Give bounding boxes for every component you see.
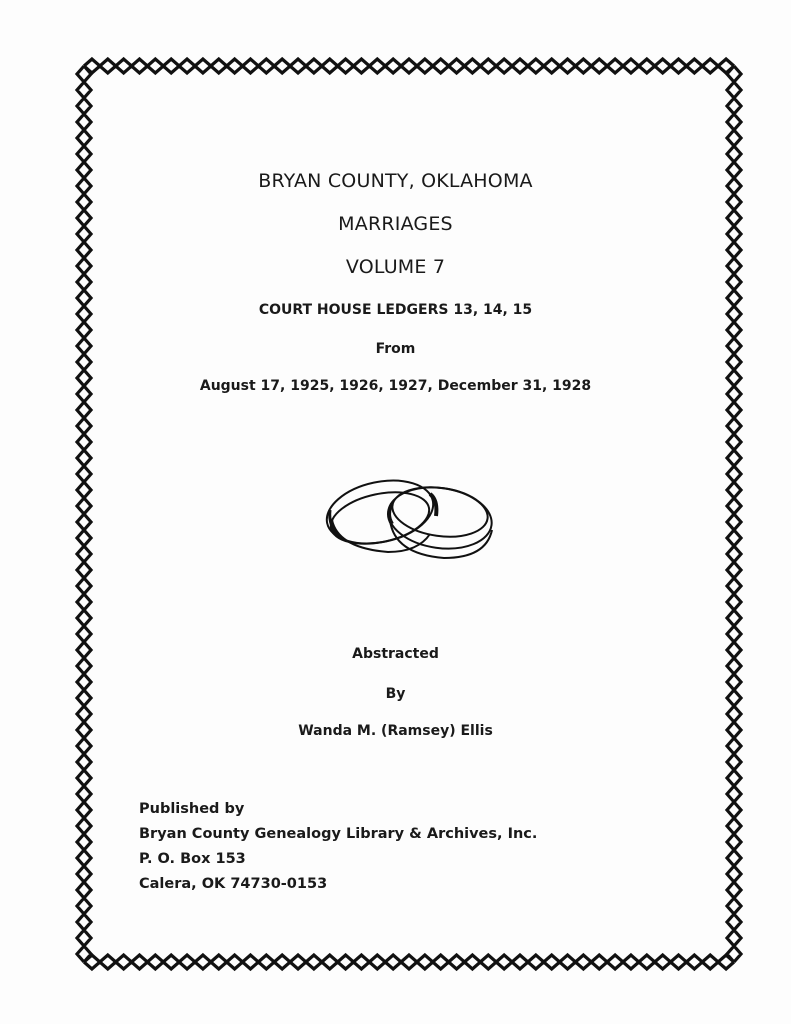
chain-border-strand: [84, 962, 734, 969]
abstracted-label: Abstracted: [352, 646, 439, 662]
ledgers-line: COURT HOUSE LEDGERS 13, 14, 15: [258, 302, 533, 318]
wedding-rings-icon: [318, 460, 508, 570]
chain-border-strand: [734, 66, 741, 962]
from-label: From: [375, 341, 416, 357]
date-range: August 17, 1925, 1926, 1927, December 31, 1928: [199, 378, 592, 394]
volume-title: VOLUME 7: [345, 256, 446, 278]
publisher-po-box: P. O. Box 153: [139, 851, 246, 867]
publisher-city: Calera, OK 74730-0153: [139, 876, 328, 892]
chain-border-strand: [84, 66, 734, 73]
publisher-name: Bryan County Genealogy Library & Archives, Inc.: [139, 826, 538, 842]
county-title: BRYAN COUNTY, OKLAHOMA: [258, 170, 533, 192]
chain-border-strand: [77, 66, 84, 962]
chain-border-strand: [84, 59, 734, 66]
publisher-block: [139, 797, 537, 897]
chain-border-strand: [84, 955, 734, 962]
by-label: By: [385, 686, 406, 702]
subject-title: MARRIAGES: [338, 213, 453, 235]
published-by-label: Published by: [139, 801, 245, 817]
author-name: Wanda M. (Ramsey) Ellis: [298, 723, 493, 739]
